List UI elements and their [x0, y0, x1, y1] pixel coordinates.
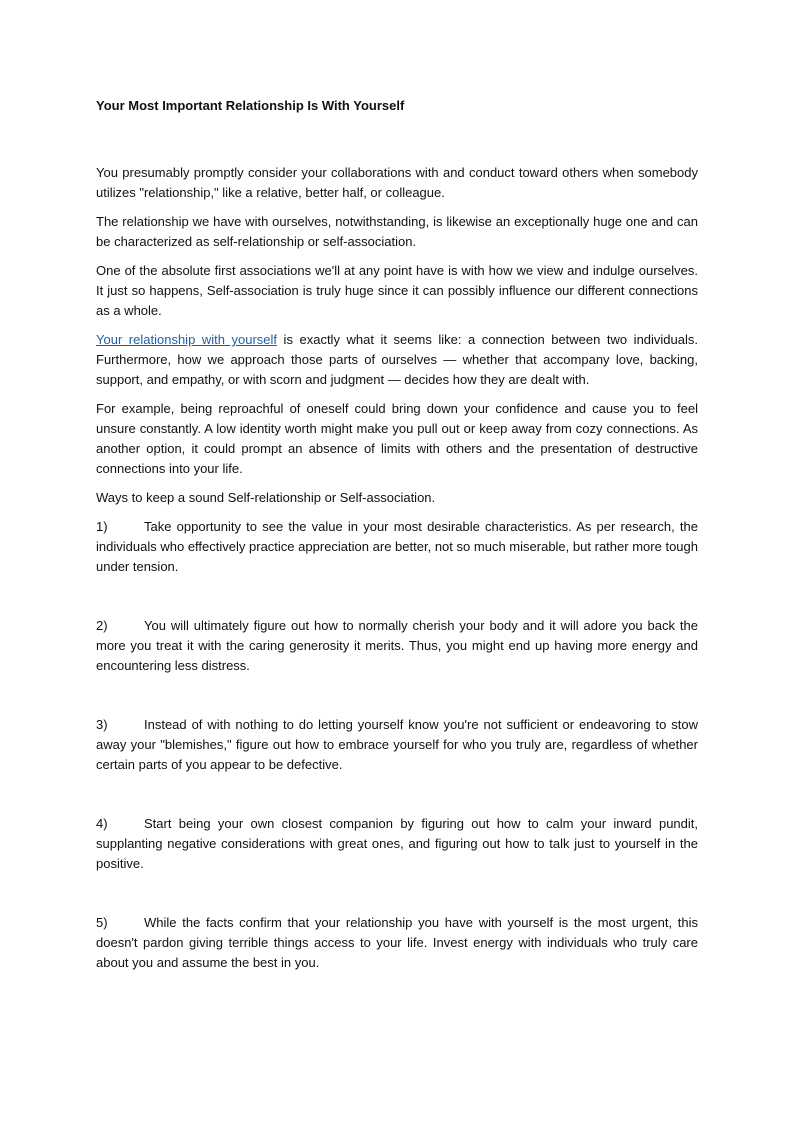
list-text: You will ultimately figure out how to normally cherish your body and it will adore you back the more you treat it with the caring generosity it merits. Thus, you might end up having more energy and encountering less distress.	[96, 618, 698, 673]
list-text: Instead of with nothing to do letting yourself know you're not sufficient or endeavoring to stow away your "blemishes," figure out how to embrace yourself for who you truly are, regardless of whether certain parts of you appear to be defective.	[96, 717, 698, 772]
paragraph-6: Ways to keep a sound Self-relationship or Self-association.	[96, 490, 436, 505]
list-number: 3)	[96, 717, 108, 732]
paragraph-4-text: is exactly what it seems like: a connection between two individuals. Furthermore, how we approach those parts of ourselves — whether that accompany love, backing, support, and empathy, or with scorn and judgment — decides how they are dealt with.	[96, 332, 698, 387]
list-item-3	[96, 715, 698, 775]
document-title: Your Most Important Relationship Is With Yourself	[96, 98, 405, 113]
list-text: While the facts confirm that your relationship you have with yourself is the most urgent, this doesn't pardon giving terrible things access to your life. Invest energy with individuals who truly care about you and assume the best in you.	[96, 915, 698, 970]
list-text: Start being your own closest companion by figuring out how to calm your inward pundit, supplanting negative considerations with great ones, and figuring out how to talk just to yourself in the positive.	[96, 816, 698, 871]
spacer	[96, 874, 698, 913]
document-page	[96, 96, 698, 973]
paragraph-4	[96, 330, 698, 390]
paragraph-1: You presumably promptly consider your collaborations with and conduct toward others when somebody utilizes "relationship," like a relative, better half, or colleague.	[96, 165, 698, 200]
spacer	[96, 676, 698, 715]
list-number: 2)	[96, 618, 108, 633]
spacer	[96, 577, 698, 616]
list-item-1	[96, 517, 698, 577]
list-number: 4)	[96, 816, 108, 831]
spacer	[96, 775, 698, 814]
list-text: Take opportunity to see the value in your most desirable characteristics. As per research, the individuals who effectively practice appreciation are better, not so much miserable, but rather more tough under tension.	[96, 519, 698, 574]
list-number: 5)	[96, 915, 108, 930]
paragraph-2: The relationship we have with ourselves, notwithstanding, is likewise an exceptionally huge one and can be characterized as self-relationship or self-association.	[96, 214, 698, 249]
list-number: 1)	[96, 519, 108, 534]
list-item-5	[96, 913, 698, 973]
paragraph-5: For example, being reproachful of oneself could bring down your confidence and cause you to feel unsure constantly. A low identity worth might make you pull out or keep away from cozy connections. As another option, it could prompt an absence of limits with others and the presentation of destructive connections into your life.	[96, 401, 698, 476]
relationship-link[interactable]: Your relationship with yourself	[96, 332, 278, 347]
list-item-2	[96, 616, 698, 676]
list-item-4	[96, 814, 698, 874]
paragraph-3: One of the absolute first associations we'll at any point have is with how we view and indulge ourselves. It just so happens, Self-association is truly huge since it can possibly influence our different connections as a whole.	[96, 263, 698, 318]
